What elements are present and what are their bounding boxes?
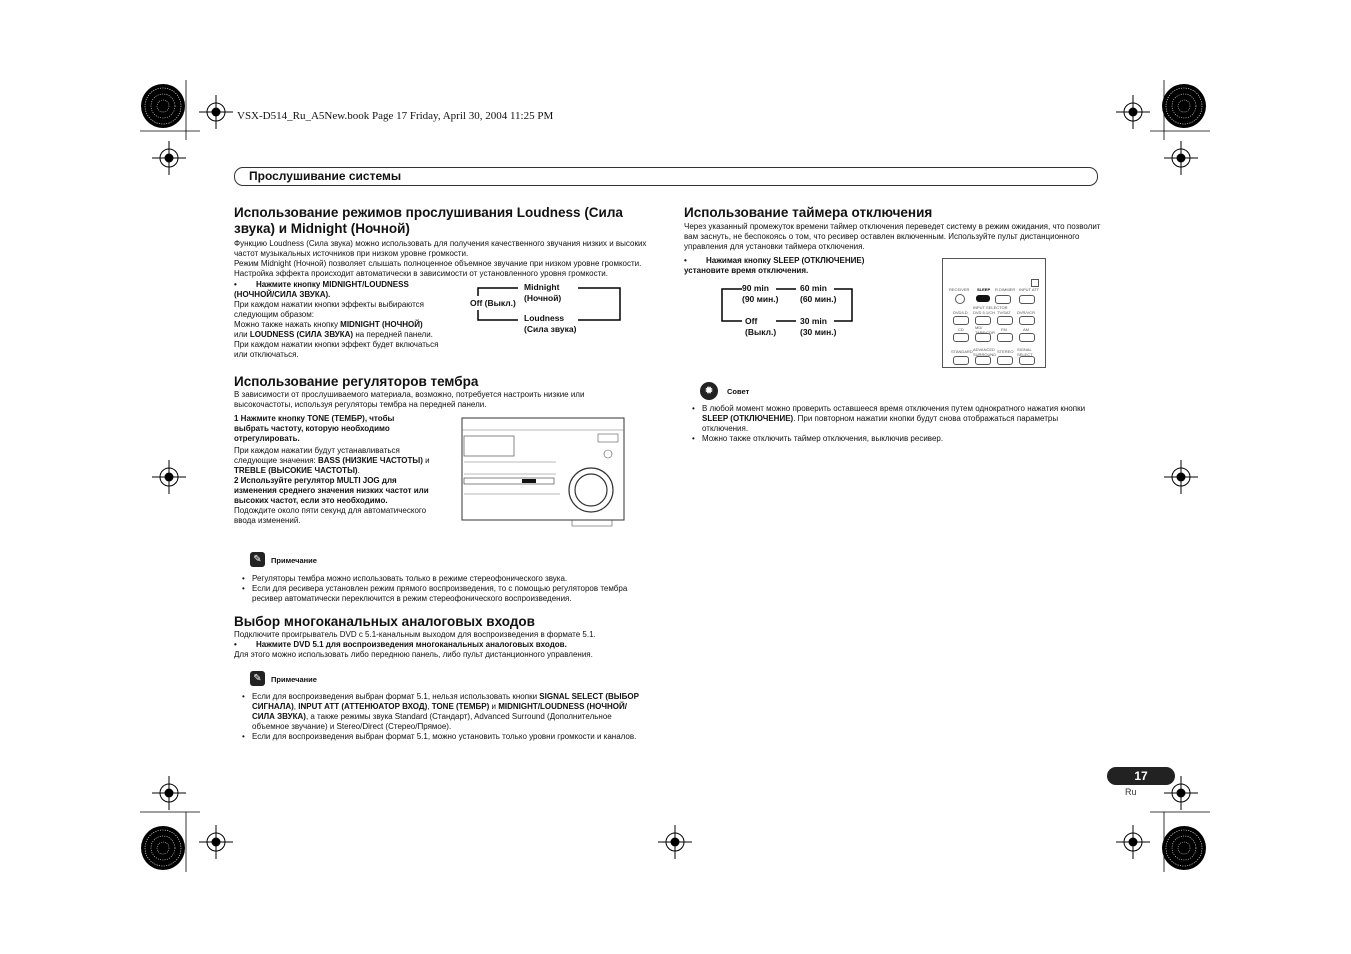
tip-label: Совет [727,387,750,396]
diagram-sleep-off: Off (Выкл.) [745,316,777,337]
registration-star-br [1162,826,1206,870]
note1-list [234,574,654,604]
tone-title: Использование регуляторов тембра [234,374,479,389]
note-icon: ✎ [250,671,265,686]
note-icon: ✎ [250,552,265,567]
loudness-section [234,205,654,279]
sleep-title: Использование таймера отключения [684,205,933,220]
diagram-60min: 60 min (60 мин.) [800,283,837,304]
registration-star-bl [141,826,185,870]
tone-section [234,374,654,410]
list-item: • Можно также отключить таймер отключения, выключив ресивер. [684,434,1104,444]
page-number-badge: 17 [1107,767,1175,785]
tone-steps: 1 Нажмите кнопку TONE (ТЕМБР), чтобы выбрать частоту, которую необходимо отрегулировать. При каждом нажатии будут устанавливаться следующие значения: BASS (НИЗКИЕ ЧАСТОТЫ) и TREBLE (ВЫСОКИЕ ЧАСТОТЫ). 2 Используйте регулятор MULTI JOG для изменения среднего значения низких частот или высоких частот, если это необходимо. Подождите около пяти секунд для автоматического ввода изменений. [234,414,430,525]
print-header: VSX-D514_Ru_A5New.book Page 17 Friday, April 30, 2004 11:25 PM [237,110,554,122]
sleep-section: Использование таймера отключения Через указанный промежуток времени таймер отключения переведет систему в режим ожидания, что позволит вам заснуть, не беспокоясь о том, что ресивер оставлен включенным. Используйте пульт дистанционного управления для установки таймера отключения. • Нажимая кнопку SLEEP (ОТКЛЮЧЕНИЕ) установите время отключения. [684,205,1104,276]
tone-intro: В зависимости от прослушиваемого материала, возможно, потребуется настроить низкие или высокочастоты, используя регуляторы тембра на передней панели. [234,390,585,409]
registration-star-tr [1162,84,1206,128]
loudness-intro: Функцию Loudness (Сила звука) можно использовать для получения качественного звучания низких и высоких частот музыкальных источников при низком уровне громкости. Режим Midnight (Ночной) позволяет слышать полноценное объемное звучание при низком уровне громкости. Настройка эффекта происходит автоматически в зависимости от установленного уровня громкости. [234,239,647,278]
loudness-title: Использование режимов прослушивания Loudness (Сила звука) и Midnight (Ночной) [234,205,623,236]
note2-list [234,692,664,742]
diagram-loudness: Loudness (Сила звука) [524,313,577,334]
note-label: Примечание [271,556,317,565]
remote-control-illustration: RECEIVER SLEEP R.DIMMER INPUT ATT INPUT SELECTOR DVD/LD DVD 5.1/CH TV/SAT DVR/VCR CD MD/ TAPE/CDR FM AM STANDARD ADVANCED SURROUND STEREO SIGNAL SELECT [942,258,1046,368]
multichannel-section: Выбор многоканальных аналоговых входов Подключите проигрыватель DVD с 5.1-канальным выходом для воспроизведения в формате 5.1. • Нажмите DVD 5.1 для воспроизведения многоканальных аналоговых входов. Для этого можно использовать либо переднюю панель, либо пульт дистанционного управления. [234,614,654,660]
diagram-30min: 30 min (30 мин.) [800,316,837,337]
list-item: • В любой момент можно проверить оставшееся время отключения путем однократного нажатия кнопки SLEEP (ОТКЛЮЧЕНИЕ). При повторном нажатии кнопки будут снова отображаться параметры отключения. [684,404,1104,434]
diagram-off: Off (Выкл.) [470,298,516,308]
list-item: • Если для воспроизведения выбран формат 5.1, можно установить только уровни громкости и каналов. [234,732,664,742]
diagram-midnight: Midnight (Ночной) [524,282,562,303]
loudness-steps: • Нажмите кнопку MIDNIGHT/LOUDNESS (НОЧНОЙ/СИЛА ЗВУКА). При каждом нажатии кнопки эффекты выбираются следующим образом: Можно также нажать кнопку MIDNIGHT (НОЧНОЙ) или LOUDNESS (СИЛА ЗВУКА) на передней панели. При каждом нажатии кнопки эффект будет включаться или отключаться. [234,280,439,359]
multichannel-title: Выбор многоканальных аналоговых входов [234,614,535,629]
list-item: • Если для воспроизведения выбран формат 5.1, нельзя использовать кнопки SIGNAL SELECT (ВЫБОР СИГНАЛА), INPUT ATT (АТТЕНЮАТОР ВХОД), TONE (ТЕМБР) и MIDNIGHT/LOUDNESS (НОЧНОЙ/ СИЛА ЗВУКА), а также режимы звука Standard (Стандарт), Advanced Surround (Дополнительное объемное звучание) и Stereo/Direct (Стерео/Прямое). [234,692,664,732]
tip-list [684,404,1104,444]
sleep-cycle-diagram [718,285,858,335]
sleep-intro: Через указанный промежуток времени таймер отключения переведет систему в режим ожидания, что позволит вам заснуть, не беспокоясь о том, что ресивер оставлен включенным. Используйте пульт дистанционного управления для установки таймера отключения. [684,222,1101,251]
section-header-bar [234,167,1098,186]
list-item: • Регуляторы тембра можно использовать только в режиме стереофонического звука. [234,574,654,584]
receiver-front-panel-illustration [460,416,626,536]
list-item: • Если для ресивера установлен режим прямого воспроизведения, то с помощью регуляторов тембра ресивер автоматически переключится в режим стереофонического воспроизведения. [234,584,654,604]
language-code: Ru [1125,787,1137,797]
note-label: Примечание [271,675,317,684]
section-title: Прослушивание системы [249,169,402,183]
diagram-90min: 90 min (90 мин.) [742,283,779,304]
tip-lightbulb-icon: ✹ [700,382,718,400]
registration-star-tl [141,84,185,128]
